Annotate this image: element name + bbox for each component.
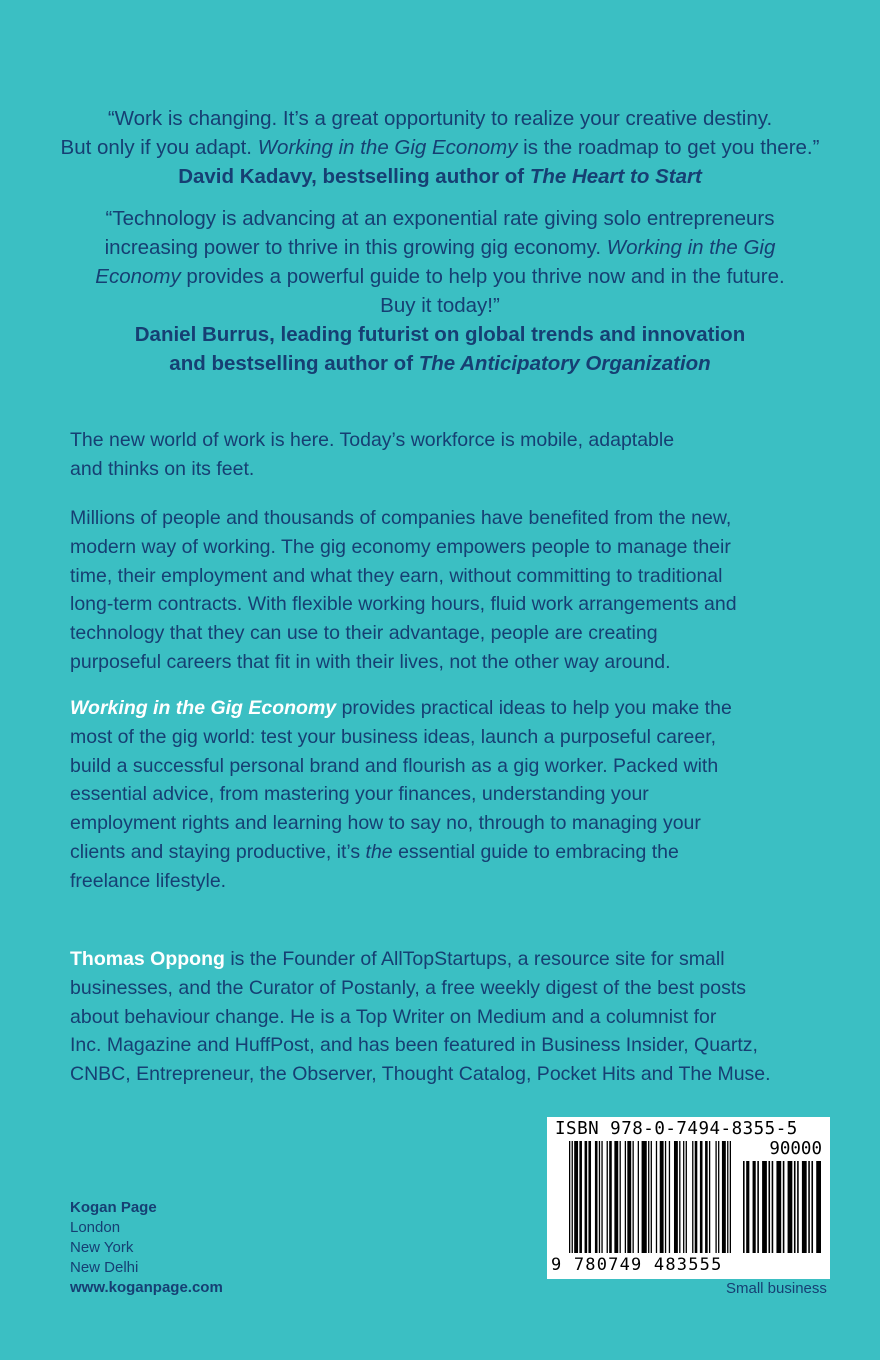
para3-line2: most of the gig world: test your business ideas, launch a purposeful career,: [70, 725, 717, 748]
barcode-bar: [772, 1161, 774, 1253]
barcode-bar: [679, 1141, 680, 1253]
isbn-label: ISBN 978-0-7494-8355-5: [555, 1119, 798, 1139]
publisher-city: New Delhi: [70, 1259, 139, 1276]
para3-line5: employment rights and learning how to say no, through to managing your: [70, 812, 701, 835]
quote2-line2-pre: increasing power to thrive in this growing gig economy.: [104, 236, 607, 259]
para3-line4: essential advice, from mastering your finances, understanding your: [70, 783, 649, 806]
quote1-line1: “Work is changing. It’s a great opportunity to realize your creative destiny.: [107, 107, 773, 130]
barcode-bar: [753, 1161, 756, 1253]
publisher-website: www.koganpage.com: [70, 1279, 223, 1296]
barcode-bar: [614, 1141, 618, 1253]
barcode-bar: [811, 1161, 813, 1253]
publisher-name: Kogan Page: [70, 1199, 157, 1216]
barcode-bar: [599, 1141, 600, 1253]
barcode-bar: [743, 1161, 745, 1253]
barcode-bar: [783, 1161, 785, 1253]
barcode-bar: [574, 1141, 578, 1253]
barcode-bar: [757, 1161, 759, 1253]
author-line3: about behaviour change. He is a Top Writer on Medium and a columnist for: [70, 1005, 717, 1028]
barcode-bar: [642, 1141, 647, 1253]
barcode-bar: [627, 1141, 631, 1253]
barcode-bar: [674, 1141, 678, 1253]
barcode-bar: [746, 1161, 749, 1253]
quote1-line2-post: is the roadmap to get you there.”: [517, 136, 820, 159]
endorsement-quote-2: [60, 204, 820, 378]
author-name: Thomas Oppong: [70, 948, 225, 970]
quote2-line1: “Technology is advancing at an exponential rate giving solo entrepreneurs: [105, 207, 775, 230]
barcode-bar: [715, 1141, 716, 1253]
barcode-bar: [607, 1141, 608, 1253]
barcode-bar: [709, 1141, 710, 1253]
barcode-bar: [718, 1141, 719, 1253]
barcode-bar: [788, 1161, 793, 1253]
barcode-bar: [588, 1141, 591, 1253]
barcode-bar: [730, 1141, 731, 1253]
category-label: Small business: [726, 1280, 827, 1297]
quote2-line3-post: provides a powerful guide to help you thrive now and in the future.: [180, 265, 785, 288]
quote2-line2-italic: Working in the Gig: [606, 236, 776, 259]
para3-line3: build a successful personal brand and flourish as a gig worker. Packed with: [70, 754, 719, 777]
isbn-barcode: [547, 1117, 830, 1279]
quote1-line2: [60, 133, 820, 162]
para2-line: purposeful careers that fit in with their lives, not the other way around.: [70, 650, 671, 673]
ean-digits: 9 780749 483555: [551, 1255, 723, 1275]
quote2-line4: Buy it today!”: [380, 294, 500, 317]
para3-line6-italic: the: [365, 840, 393, 863]
barcode-bar: [692, 1141, 693, 1253]
para3-line6-pre: clients and staying productive, it’s: [70, 840, 366, 863]
barcode-bar: [683, 1141, 684, 1253]
para3-line6: [70, 838, 840, 867]
barcode-bar: [579, 1141, 582, 1253]
barcode-bar: [665, 1141, 666, 1253]
author-line1-post: is the Founder of AllTopStartups, a resource site for small: [224, 948, 725, 970]
book-pitch-paragraph: [70, 694, 840, 896]
quote1-attribution-text: David Kadavy, bestselling author of: [178, 165, 530, 188]
para2-line: time, their employment and what they earn, without committing to traditional: [70, 564, 723, 587]
para2-line: modern way of working. The gig economy empowers people to manage their: [70, 535, 731, 558]
quote1-attribution-title: The Heart to Start: [529, 165, 702, 188]
description-paragraph: [70, 504, 840, 677]
para3-book-title: Working in the Gig Economy: [70, 697, 337, 719]
barcode-bar: [705, 1141, 708, 1253]
author-line4: Inc. Magazine and HuffPost, and has been featured in Business Insider, Quartz,: [70, 1034, 758, 1057]
barcode-bar: [797, 1161, 799, 1253]
barcode-bar: [802, 1161, 807, 1253]
quote2-line3-italic: Economy: [95, 265, 181, 288]
quote2-attribution-title: The Anticipatory Organization: [418, 352, 711, 375]
barcode-bar: [648, 1141, 649, 1253]
barcode-bar: [633, 1141, 634, 1253]
para2-line: long-term contracts. With flexible working hours, fluid work arrangements and: [70, 593, 737, 616]
para2-line: technology that they can use to their advantage, people are creating: [70, 622, 658, 645]
publisher-city: New York: [70, 1239, 134, 1256]
quote2-line2: [60, 233, 820, 262]
barcode-bar: [727, 1141, 728, 1253]
author-line1: [70, 945, 840, 974]
para1-line1: The new world of work is here. Today’s workforce is mobile, adaptable: [70, 429, 675, 451]
barcode-bar: [700, 1141, 703, 1253]
intro-paragraph: [70, 426, 840, 484]
barcode-bar: [595, 1141, 598, 1253]
para2-line: Millions of people and thousands of companies have benefited from the new,: [70, 507, 732, 529]
barcode-bar: [585, 1141, 588, 1253]
barcode-bar: [816, 1161, 821, 1253]
author-bio: [70, 945, 840, 1089]
barcode-bar: [651, 1141, 652, 1253]
barcode-bar: [620, 1141, 621, 1253]
publisher-block: [70, 1198, 223, 1298]
barcode-bar: [686, 1141, 687, 1253]
barcode-bar: [776, 1161, 781, 1253]
barcode-bar: [638, 1141, 639, 1253]
barcode-bar: [660, 1141, 664, 1253]
para3-line6-post: essential guide to embracing the: [392, 840, 679, 863]
endorsement-quote-1: [60, 104, 820, 191]
barcode-bar: [669, 1141, 670, 1253]
barcode-bar: [695, 1141, 698, 1253]
barcode-bar: [656, 1141, 657, 1253]
para3-line1: [70, 694, 840, 723]
para3-line1-post: provides practical ideas to help you make the: [336, 697, 732, 719]
barcode-bar: [601, 1141, 602, 1253]
author-line2: businesses, and the Curator of Postanly, a free weekly digest of the best posts: [70, 976, 747, 999]
barcode-bar: [572, 1141, 573, 1253]
barcode-bar: [762, 1161, 767, 1253]
barcode-bar: [609, 1141, 612, 1253]
quote2-line3: [60, 262, 820, 291]
quote1-attribution: [60, 162, 820, 191]
quote2-attribution-line1: Daniel Burrus, leading futurist on global trends and innovation: [134, 323, 746, 346]
publisher-city: London: [70, 1219, 121, 1236]
barcode-bar: [722, 1141, 726, 1253]
author-line5: CNBC, Entrepreneur, the Observer, Thought Catalog, Pocket Hits and The Muse.: [70, 1063, 771, 1086]
para3-line7: freelance lifestyle.: [70, 869, 227, 892]
barcode-bar: [794, 1161, 796, 1253]
quote2-attribution-line2-pre: and bestselling author of: [169, 352, 419, 375]
barcode-bar: [768, 1161, 770, 1253]
para1-line2: and thinks on its feet.: [70, 457, 255, 480]
price-code: 90000: [769, 1139, 822, 1159]
barcode-bar: [569, 1141, 570, 1253]
quote1-book-title: Working in the Gig Economy: [257, 136, 518, 159]
quote1-line2-pre: But only if you adapt.: [60, 136, 258, 159]
barcode-bar: [625, 1141, 626, 1253]
barcode-bar: [808, 1161, 810, 1253]
quote2-attribution-line2: [60, 349, 820, 378]
